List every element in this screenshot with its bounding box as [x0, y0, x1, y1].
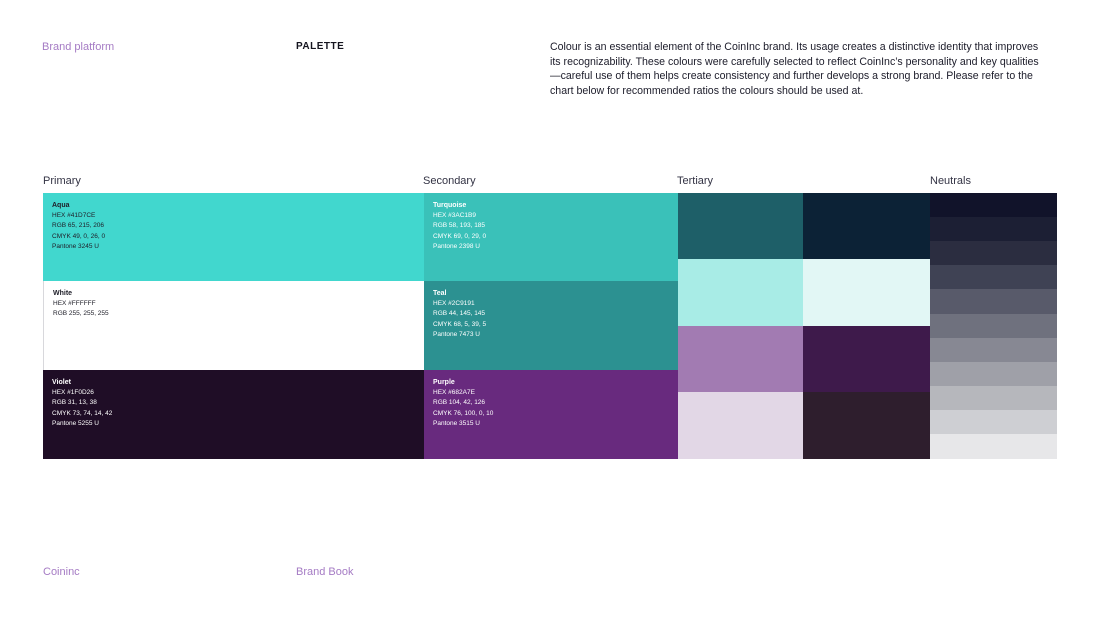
primary-heading: Primary: [43, 175, 81, 187]
tertiary-tile: [678, 193, 803, 259]
neutral-strip: [930, 314, 1057, 338]
neutral-strip: [930, 338, 1057, 362]
swatch-name: Turquoise: [433, 202, 467, 209]
swatch-white: [43, 281, 424, 370]
swatch-cmyk: CMYK 69, 0, 29, 0: [433, 232, 487, 240]
brand-platform-link[interactable]: Brand platform: [42, 41, 115, 53]
tertiary-tile: [678, 392, 803, 459]
swatch-hex: HEX #FFFFFF: [53, 300, 96, 307]
neutral-strip: [930, 265, 1057, 289]
swatch-aqua: [43, 193, 424, 281]
swatch-hex: HEX #1F0D26: [52, 389, 94, 396]
swatch-pantone: Pantone 2398 U: [433, 242, 480, 250]
tertiary-tile: [803, 326, 930, 392]
swatch-name: Aqua: [52, 202, 70, 209]
swatch-pantone: Pantone 3515 U: [433, 419, 480, 427]
swatch-rgb: RGB 255, 255, 255: [53, 310, 109, 318]
tertiary-tile: [678, 326, 803, 392]
neutral-strip: [930, 434, 1057, 459]
neutral-strip: [930, 386, 1057, 410]
swatch-cmyk: CMYK 49, 0, 26, 0: [52, 232, 106, 240]
neutral-strip: [930, 362, 1057, 386]
swatch-cmyk: CMYK 76, 100, 0, 10: [433, 409, 494, 417]
neutrals-heading: Neutrals: [930, 175, 971, 187]
intro-paragraph: Colour is an essential element of the CoinInc brand. Its usage creates a distinctive identity that improves its recognizability. These colours were carefully selected to reflect CoinInc’s personality and key qualities—careful use of them helps create consistency and further develops a strong brand. Please refer to the chart below for recommended ratios the colours should be used at.: [550, 41, 1039, 97]
swatch-teal: [424, 281, 678, 370]
tertiary-tile: [803, 259, 930, 326]
swatch-hex: HEX #682A7E: [433, 389, 475, 396]
swatch-pantone: Pantone 5255 U: [52, 419, 99, 427]
tertiary-tile: [803, 392, 930, 459]
swatch-turquoise: [424, 193, 678, 281]
swatch-name: Teal: [433, 290, 447, 297]
neutral-strip: [930, 241, 1057, 265]
neutral-strip: [930, 217, 1057, 241]
swatch-violet: [43, 370, 424, 459]
swatch-pantone: Pantone 3245 U: [52, 242, 99, 250]
swatch-name: Purple: [433, 379, 455, 386]
tertiary-tile: [678, 259, 803, 326]
neutral-strip: [930, 410, 1057, 434]
tertiary-heading: Tertiary: [677, 175, 714, 187]
footer-company: Coininc: [43, 566, 80, 578]
swatch-cmyk: CMYK 68, 5, 39, 5: [433, 320, 487, 328]
swatch-rgb: RGB 44, 145, 145: [433, 310, 486, 318]
swatch-cmyk: CMYK 73, 74, 14, 42: [52, 409, 113, 417]
footer-brand-book: Brand Book: [296, 566, 354, 578]
swatch-rgb: RGB 31, 13, 38: [52, 399, 97, 407]
swatch-name: White: [53, 290, 73, 297]
neutral-strip: [930, 193, 1057, 217]
page-title: PALETTE: [296, 41, 345, 52]
neutral-strip: [930, 289, 1057, 314]
swatch-pantone: Pantone 7473 U: [433, 330, 480, 338]
swatch-rgb: RGB 58, 193, 185: [433, 222, 486, 230]
secondary-heading: Secondary: [423, 175, 476, 187]
swatch-rgb: RGB 104, 42, 126: [433, 399, 486, 407]
tertiary-tile: [803, 193, 930, 259]
swatch-purple: [424, 370, 678, 459]
swatch-name: Violet: [52, 379, 71, 386]
swatch-rgb: RGB 65, 215, 206: [52, 222, 105, 230]
swatch-hex: HEX #2C9191: [433, 300, 475, 307]
swatch-hex: HEX #3AC1B9: [433, 212, 476, 219]
swatch-hex: HEX #41D7CE: [52, 212, 96, 219]
